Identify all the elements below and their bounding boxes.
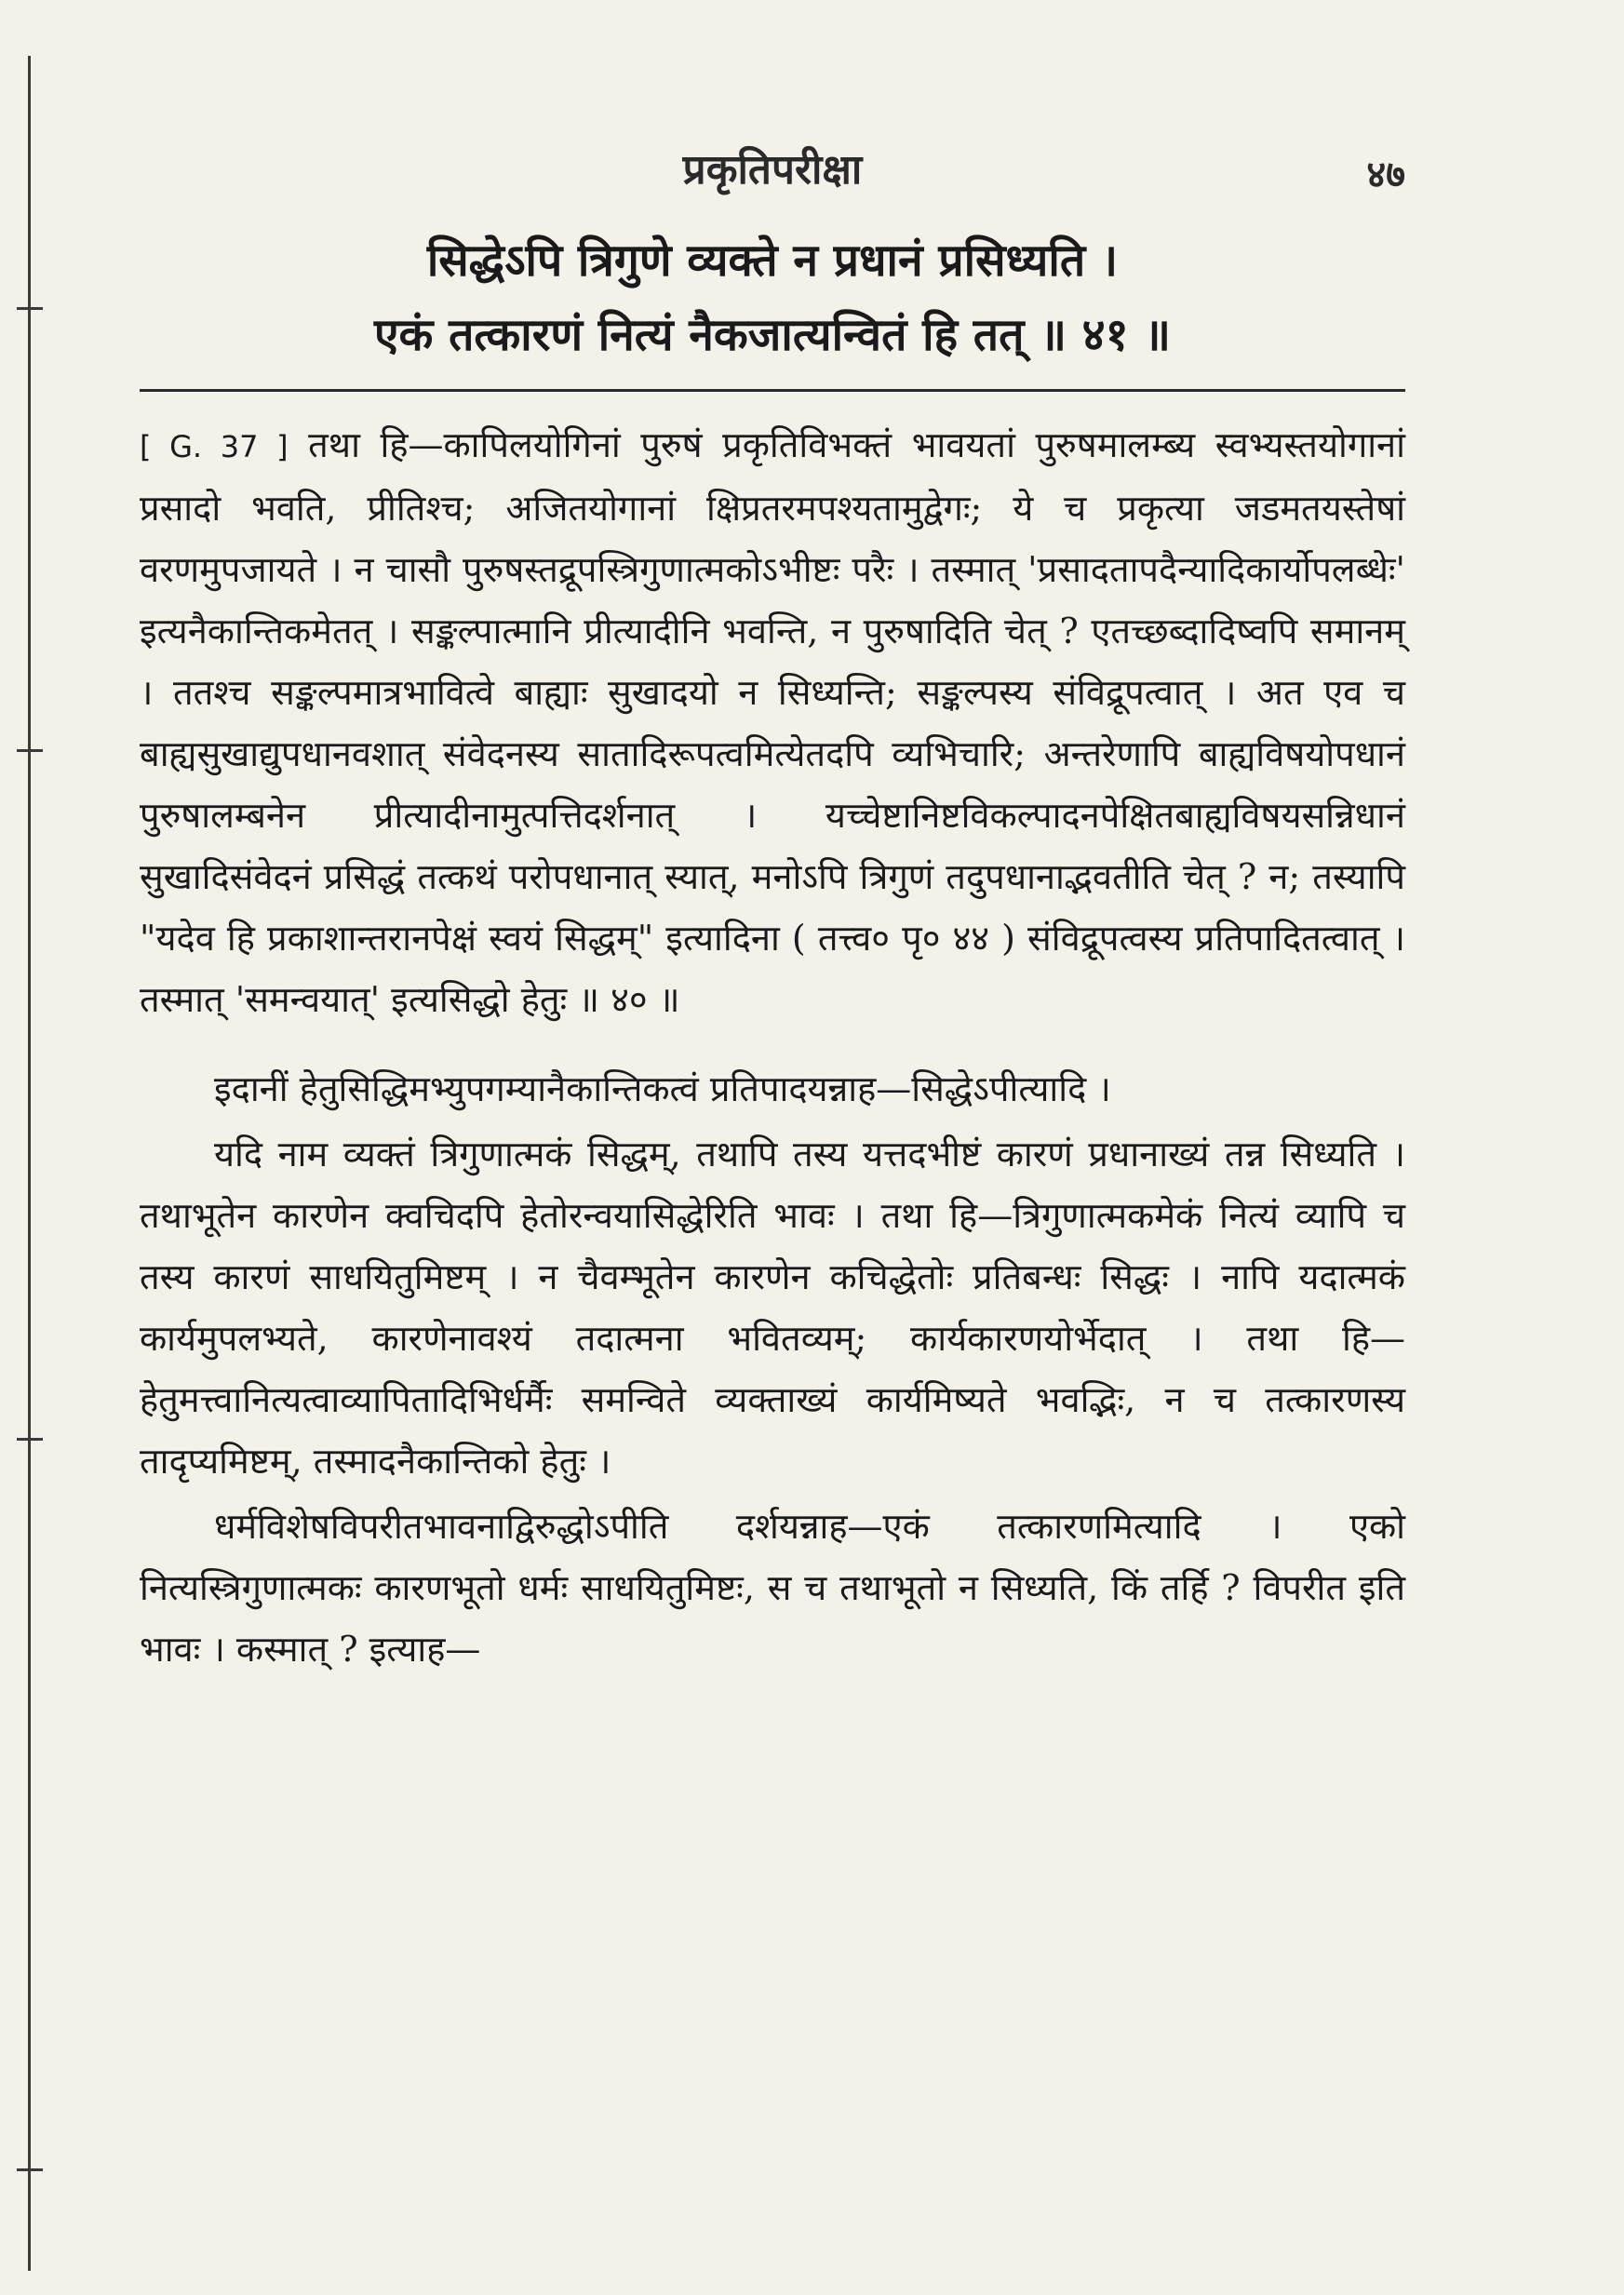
running-title: प्रकृतिपरीक्षा bbox=[682, 146, 863, 194]
page-number: ४७ bbox=[1366, 153, 1405, 196]
verse-line-2: एकं तत्कारणं नित्यं नैकजात्यन्वितं हि तत् ॥ ४१ ॥ bbox=[373, 309, 1172, 361]
margin-tick bbox=[17, 1438, 43, 1441]
verse-block bbox=[140, 223, 1405, 372]
commentary-paragraph: यदि नाम व्यक्तं त्रिगुणात्मकं सिद्धम्, तथापि तस्य यत्तदभीष्टं कारणं प्रधानाख्यं तन्न सिध्यति । तथाभूतेन कारणेन क्वचिदपि हेतोरन्वयासिद्धेरिति भावः । तथा हि—त्रिगुणात्मकमेकं नित्यं व्यापि च तस्य कारणं साधयितुमिष्टम् । न चैवम्भूतेन कारणेन कचिद्धेतोः प्रतिबन्धः सिद्धः । नापि यदात्मकं कार्यमुपलभ्यते, कारणेनावश्यं तदात्मना भवितव्यम्; कार्यकारणयोर्भेदात् । तथा हि—हेतुमत्त्वानित्यत्वाव्यापितादिभिर्धर्मैः समन्विते व्यक्ताख्यं कार्यमिष्यते भवद्भिः, न च तत्कारणस्य तादृप्यमिष्टम्, तस्मादनैकान्तिको हेतुः । bbox=[140, 1134, 1405, 1482]
commentary-text: तथा हि—कापिलयोगिनां पुरुषं प्रकृतिविभक्तं भावयतां पुरुषमालम्ब्य स्वभ्यस्तयोगानां प्रसादो भवति, प्रीतिश्च; अजितयोगानां क्षिप्रतरमपश्यतामुद्वेगः; ये च प्रकृत्या जडमतयस्तेषां वरणमुपजायते । न चासौ पुरुषस्तद्रूपस्त्रिगुणात्मकोऽभीष्टः परैः । तस्मात् 'प्रसादतापदैन्यादिकार्योपलब्धेः' इत्यनैकान्तिकमेतत् । सङ्कल्पात्मानि प्रीत्यादीनि भवन्ति, न पुरुषादिति चेत् ? एतच्छब्दादिष्वपि समानम् । ततश्च सङ्कल्पमात्रभावित्वे बाह्याः सुखादयो न सिध्यन्ति; सङ्कल्पस्य संविद्रूपत्वात् । अत एव च बाह्यसुखाद्युपधानवशात् संवेदनस्य सातादिरूपत्वमित्येतदपि व्यभिचारि; अन्तरेणापि बाह्यविषयोपधानं पुरुषालम्बनेन प्रीत्यादीनामुत्पत्तिदर्शनात् । यच्चेष्टानिष्टविकल्पादनपेक्षितबाह्यविषयसन्निधानं सुखादिसंवेदनं प्रसिद्धं तत्कथं परोपधानात् स्यात्, मनोऽपि त्रिगुणं तदुपधानाद्भवतीति चेत् ? न; तस्यापि "यदेव हि प्रकाशान्तरानपेक्षं स्वयं सिद्धम्" इत्यादिना ( तत्त्व० पृ० ४४ ) संविद्रूपत्वस्य प्रतिपादितत्वात् । तस्मात् 'समन्वयात्' इत्यसिद्धो हेतुः ॥ ४० ॥ bbox=[140, 424, 1405, 1020]
margin-tick bbox=[17, 2168, 43, 2171]
margin-tick bbox=[17, 749, 43, 752]
commentary-paragraph-prev bbox=[140, 414, 1405, 1030]
book-page bbox=[140, 140, 1405, 1680]
verse-line-1: सिद्धेऽपि त्रिगुणे व्यक्ते न प्रधानं प्रसिध्यति । bbox=[426, 235, 1119, 287]
verse-divider bbox=[140, 389, 1405, 392]
running-head bbox=[140, 140, 1405, 205]
binding-margin-line bbox=[28, 56, 31, 2271]
commentary-paragraph: इदानीं हेतुसिद्धिमभ्युपगम्यानैकान्तिकत्वं प्रतिपादयन्नाह—सिद्धेऽपीत्यादि । bbox=[214, 1068, 1111, 1109]
commentary-paragraph: धर्मविशेषविपरीतभावनाद्विरुद्धोऽपीति दर्शयन्नाह—एकं तत्कारणमित्यादि । एको नित्यस्त्रिगुणात्मकः कारणभूतो धर्मः साधयितुमिष्टः, स च तथाभूतो न सिध्यति, किं तर्हि ? विपरीत इति भावः । कस्मात् ? इत्याह— bbox=[140, 1506, 1405, 1670]
margin-tick bbox=[17, 307, 43, 310]
gaekwad-reference: [ G. 37 ] bbox=[140, 429, 289, 464]
